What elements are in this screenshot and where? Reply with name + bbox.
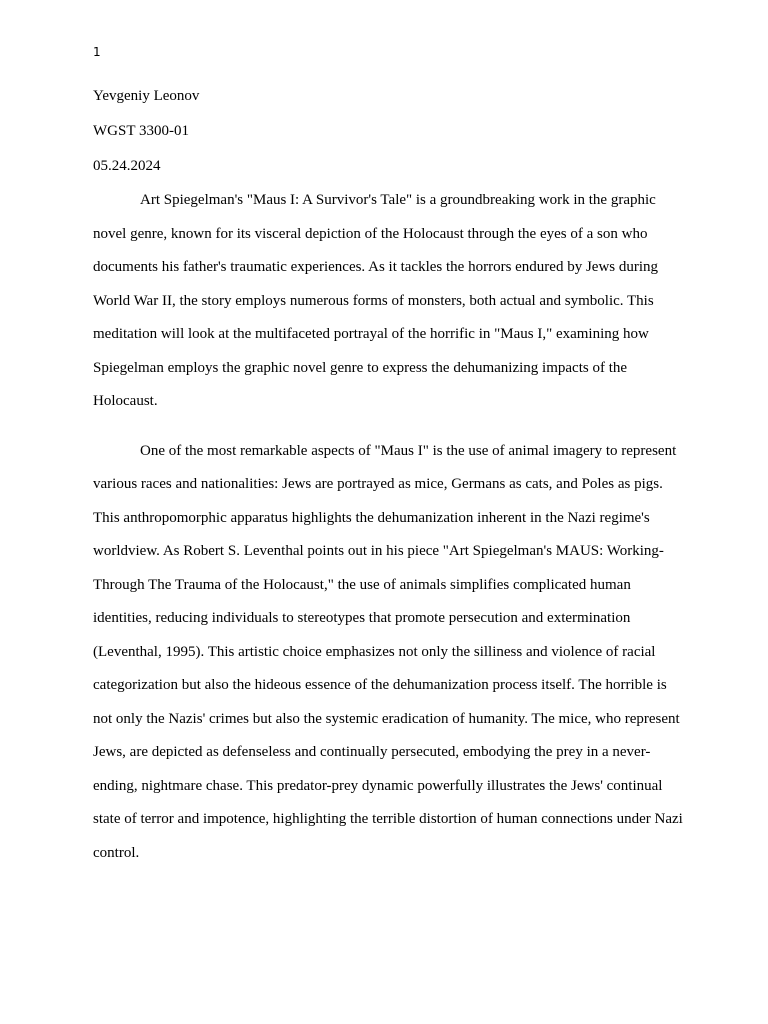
paragraph-2: One of the most remarkable aspects of "Maus I" is the use of animal imagery to represent various races and nationalities: Jews are portrayed as mice, Germans as cats, and Poles as pigs. This anthropomorphic apparatus highlights the dehumanization inherent in the Nazi regime's worldview. As Robert S. Leventhal points out in his piece "Art Spiegelman's MAUS: Working-Through The Trauma of the Holocaust," the use of animals simplifies complicated human identities, reducing individuals to stereotypes that promote persecution and extermination (Leventhal, 1995). This artistic choice emphasizes not only the silliness and violence of racial categorization but also the hideous essence of the dehumanization process itself. The horrible is not only the Nazis' crimes but also the systemic eradication of humanity. The mice, who represent Jews, are depicted as defenseless and continually persecuted, embodying the prey in a never-ending, nightmare chase. This predator-prey dynamic powerfully illustrates the Jews' continual state of terror and impotence, highlighting the terrible distortion of human connections under Nazi control. <box>93 442 683 861</box>
document-date: 05.24.2024 <box>93 158 161 174</box>
paragraph-1: Art Spiegelman's "Maus I: A Survivor's Tale" is a groundbreaking work in the graphic novel genre, known for its visceral depiction of the Holocaust through the eyes of a son who documents his father's traumatic experiences. As it tackles the horrors endured by Jews during World War II, the story employs numerous forms of monsters, both actual and symbolic. This meditation will look at the multifaceted portrayal of the horrific in "Maus I," examining how Spiegelman employs the graphic novel genre to express the dehumanizing impacts of the Holocaust. <box>93 192 659 409</box>
document-body <box>93 86 683 870</box>
course-code: WGST 3300-01 <box>93 123 189 139</box>
page-number: 1 <box>93 45 101 59</box>
author-name: Yevgeniy Leonov <box>93 88 200 104</box>
